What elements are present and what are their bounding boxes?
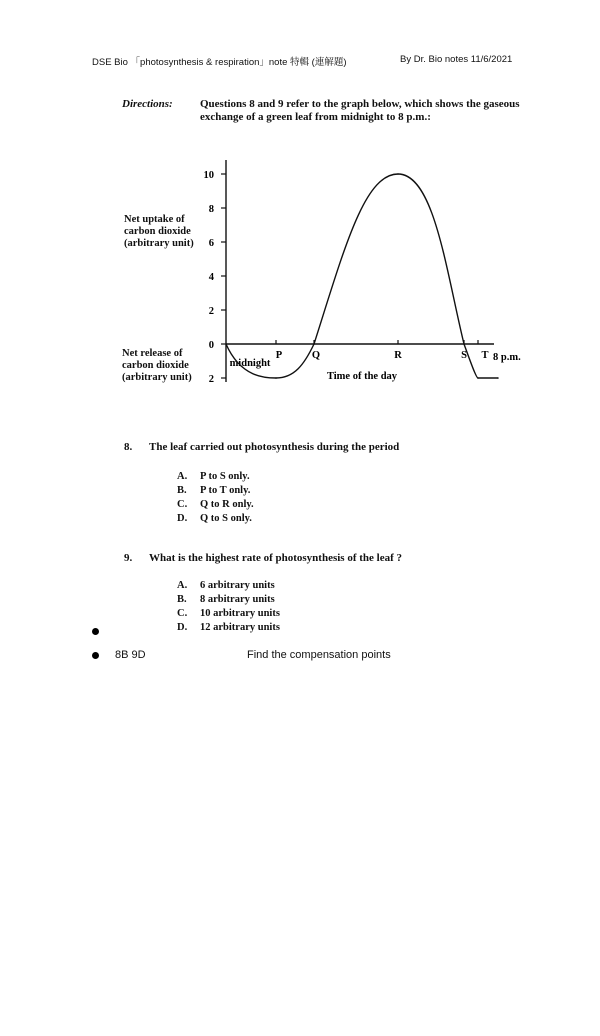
answer-hint: Find the compensation points [247, 649, 391, 661]
y-tick-label: 4 [208, 272, 214, 283]
directions-text: Questions 8 and 9 refer to the graph below, which shows the gaseous exchange of a green leaf from midnight to 8 p.m.: [200, 98, 520, 123]
series-line [226, 174, 498, 378]
option-letter: A. [177, 471, 188, 482]
question-8-stem: The leaf carried out photosynthesis during the period [149, 441, 400, 453]
option-text: Q to S only. [200, 513, 252, 524]
data-point [313, 343, 315, 345]
y-tick-label: 2 [208, 374, 214, 385]
option-text: 8 arbitrary units [200, 594, 275, 605]
data-point [225, 343, 227, 345]
option-letter: D. [177, 622, 188, 633]
bullet-icon [92, 652, 99, 659]
question-9-stem: What is the highest rate of photosynthesis of the leaf ? [149, 552, 402, 564]
y-tick-label: 0 [208, 340, 214, 351]
data-point [397, 173, 399, 175]
data-point [497, 377, 499, 379]
gas-exchange-graph [116, 150, 556, 420]
x-point-label: R [394, 350, 402, 361]
page-header [0, 54, 600, 70]
data-point [477, 377, 479, 379]
y-label-release-line-2: carbon dioxide [122, 360, 189, 371]
option-letter: D. [177, 513, 188, 524]
option-letter: C. [177, 608, 188, 619]
question-8-number: 8. [124, 441, 133, 453]
x-point-label: midnight [229, 358, 271, 369]
option-text: 12 arbitrary units [200, 622, 280, 633]
y-label-uptake-line-3: (arbitrary unit) [124, 238, 194, 249]
answer-key: 8B 9D [115, 649, 146, 661]
option-letter: A. [177, 580, 188, 591]
y-tick-label: 10 [203, 170, 214, 181]
x-point-label: S [461, 350, 467, 361]
y-label-release-line-3: (arbitrary unit) [122, 372, 192, 383]
x-point-label: P [275, 350, 283, 361]
option-letter: B. [177, 485, 187, 496]
y-label-uptake-line-1: Net uptake of [124, 214, 185, 225]
option-text: Q to R only. [200, 499, 254, 510]
y-tick-label: 6 [208, 238, 214, 249]
x-axis-title: Time of the day [326, 371, 398, 382]
y-label-release-line-1: Net release of [122, 348, 183, 359]
option-text: 10 arbitrary units [200, 608, 280, 619]
header-title: DSE Bio 「photosynthesis & respiration」note 特輯 (連解題) [92, 57, 347, 68]
x-point-label: Q [311, 350, 321, 361]
question-9-number: 9. [124, 552, 133, 564]
chart-svg [116, 150, 556, 420]
data-point [275, 377, 277, 379]
option-letter: B. [177, 594, 187, 605]
option-letter: C. [177, 499, 188, 510]
y-tick-label: 8 [208, 204, 214, 215]
x-point-label: T [481, 350, 489, 361]
option-text: P to T only. [200, 485, 251, 496]
option-text: P to S only. [200, 471, 250, 482]
y-label-uptake-line-2: carbon dioxide [124, 226, 191, 237]
bullet-icon [92, 628, 99, 635]
y-tick-label: 2 [208, 306, 214, 317]
x-point-label: 8 p.m. [493, 352, 521, 363]
header-author-date: By Dr. Bio notes 11/6/2021 [400, 54, 513, 65]
option-text: 6 arbitrary units [200, 580, 275, 591]
data-point [463, 343, 465, 345]
directions-label: Directions: [122, 98, 173, 110]
